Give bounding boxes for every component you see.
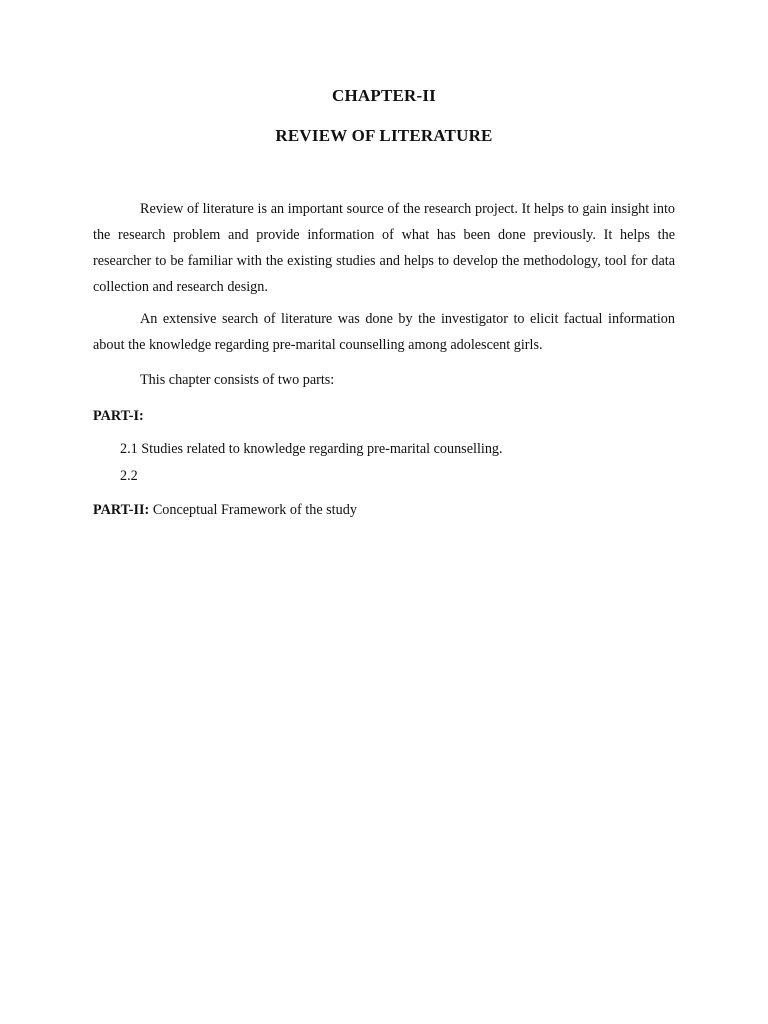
list-item: 2.2: [120, 468, 138, 484]
part-one-heading: PART-I:: [93, 408, 144, 424]
paragraph-search: An extensive search of literature was done by the investigator to elicit factual information about the knowledge regarding pre-marital counselling among adolescent girls.: [93, 311, 675, 353]
paragraph-intro: Review of literature is an important source of the research project. It helps to gain insight into the research problem and provide information of what has been done previously. It helps the researcher to be familiar with the existing studies and helps to develop the methodology, tool for data collection and research design.: [93, 201, 675, 295]
chapter-title: REVIEW OF LITERATURE: [275, 126, 493, 145]
chapter-number: CHAPTER-II: [331, 86, 436, 105]
paragraph-parts: This chapter consists of two parts:: [140, 372, 335, 388]
list-item: 2.1 Studies related to knowledge regarding pre-marital counselling.: [120, 441, 503, 457]
part-two-line: [93, 497, 357, 523]
part-two-text: Conceptual Framework of the study: [149, 502, 357, 518]
part-two-heading: PART-II:: [93, 502, 150, 518]
